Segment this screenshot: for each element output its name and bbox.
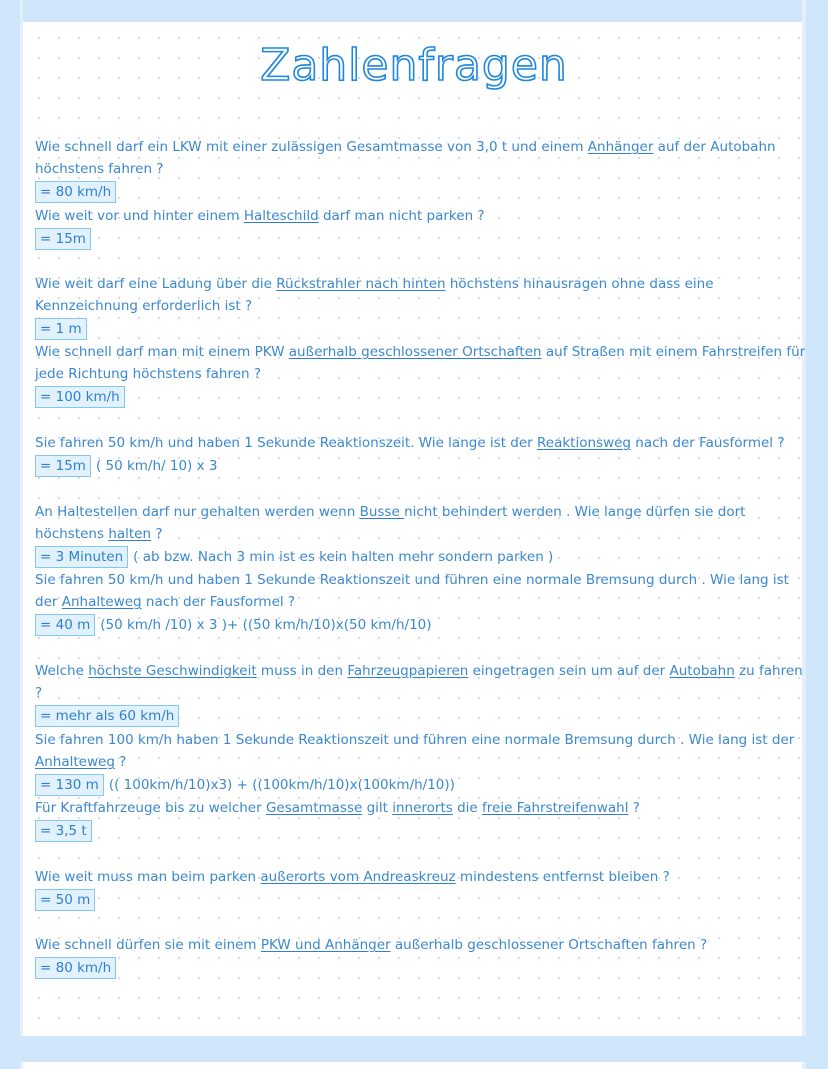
answer-box: = 130 m (35, 774, 104, 796)
question-segment: An Haltestellen darf nur gehalten werden wenn (35, 504, 360, 520)
answer-box: = 50 m (35, 889, 95, 911)
question-text (35, 934, 810, 956)
answer-box: = 3,5 t (35, 820, 92, 842)
underlined-keyword: Anhalteweg (61, 594, 142, 610)
answer-box: = 15m (35, 455, 91, 477)
question-text (35, 205, 810, 227)
frame-left (0, 0, 20, 1069)
question-segment: darf man nicht parken ? (318, 208, 485, 224)
question-segment: außerhalb geschlossener Ortschaften fahren ? (390, 937, 708, 953)
question-text (35, 797, 810, 819)
question-text (35, 729, 810, 773)
answer-explanation: (( 100km/h/10)x3) + ((100km/h/10)x(100km/h/10)) (108, 777, 455, 793)
underlined-keyword: Anhalteweg (35, 754, 115, 770)
question-segment: eingetragen sein um auf der (468, 663, 670, 679)
underlined-keyword: außerorts vom Andreaskreuz (260, 869, 456, 885)
underlined-keyword: höchste Geschwindigkeit (88, 663, 257, 679)
question-segment: nach der Fausformel ? (631, 435, 785, 451)
question-segment: ? (114, 754, 127, 770)
question-block (35, 432, 810, 477)
answer-row (35, 228, 810, 250)
answer-row (35, 181, 810, 203)
answer-box: = 80 km/h (35, 957, 116, 979)
question-segment: muss in den (256, 663, 348, 679)
answer-box: = 100 km/h (35, 386, 125, 408)
answer-row (35, 386, 810, 408)
question-text (35, 501, 810, 545)
question-segment: zu fahren ? (35, 663, 803, 701)
question-segment: nach der Fausformel ? (141, 594, 296, 610)
frame-top (0, 0, 828, 22)
answer-box: = 3 Minuten (35, 546, 128, 568)
underlined-keyword: Rückstrahler nach hinten (276, 276, 446, 292)
answer-box: = 80 km/h (35, 181, 116, 203)
question-block (35, 729, 810, 796)
page-title: Zahlenfragen (260, 40, 568, 91)
answer-explanation: ( 50 km/h/ 10) x 3 (95, 458, 218, 474)
underlined-keyword: Halteschild (243, 208, 319, 224)
question-segment: gilt (362, 800, 393, 816)
question-block (35, 797, 810, 842)
question-block (35, 273, 810, 340)
answer-box: = 15m (35, 228, 91, 250)
underlined-keyword: freie Fahrstreifenwahl (482, 800, 629, 816)
question-block (35, 934, 810, 979)
question-text (35, 660, 810, 704)
underlined-keyword: Gesamtmasse (265, 800, 363, 816)
question-segment: höchstens hinausragen ohne dass eine Kennzeichnung erforderlich ist ? (35, 276, 714, 314)
question-block (35, 866, 810, 911)
question-segment: Wie weit vor und hinter einem (35, 208, 244, 224)
underlined-keyword: innerorts (392, 800, 453, 816)
question-segment: Sie fahren 100 km/h haben 1 Sekunde Reaktionszeit und führen eine normale Bremsung durch . Wie lang ist der (35, 732, 795, 748)
question-text (35, 273, 810, 317)
answer-row (35, 774, 810, 796)
question-segment: auf Straßen mit einem Fahrstreifen für jede Richtung höchstens fahren ? (35, 344, 806, 382)
question-block (35, 660, 810, 727)
question-text (35, 569, 810, 613)
answer-row (35, 546, 810, 568)
underlined-keyword: PKW und Anhänger (260, 937, 391, 953)
answer-explanation: ( ab bzw. Nach 3 min ist es kein halten mehr sondern parken ) (133, 549, 554, 565)
question-block (35, 341, 810, 408)
question-segment: nicht behindert werden . Wie lange dürfen sie dort höchstens (35, 504, 746, 542)
answer-row (35, 705, 810, 727)
question-text (35, 432, 810, 454)
question-block (35, 569, 810, 636)
underlined-keyword: Autobahn (669, 663, 735, 679)
question-segment: Für Kraftfahrzeuge bis zu welcher (35, 800, 266, 816)
underlined-keyword: halten (108, 526, 152, 542)
underlined-keyword: Busse (359, 504, 405, 520)
answer-row (35, 820, 810, 842)
question-text (35, 866, 810, 888)
question-text (35, 136, 810, 180)
question-segment: die (452, 800, 483, 816)
answer-row (35, 957, 810, 979)
question-block (35, 501, 810, 568)
underlined-keyword: Reaktionsweg (537, 435, 631, 451)
question-block (35, 205, 810, 250)
answer-explanation: (50 km/h /10) x 3 )+ ((50 km/h/10)x(50 km/h/10) (100, 617, 432, 633)
answer-box: = 1 m (35, 318, 87, 340)
answer-box: = mehr als 60 km/h (35, 705, 179, 727)
answer-row (35, 455, 810, 477)
question-segment: Wie schnell darf man mit einem PKW (35, 344, 289, 360)
question-block (35, 136, 810, 203)
frame-bottom (0, 1036, 828, 1062)
answer-box: = 40 m (35, 614, 95, 636)
question-segment: Wie schnell dürfen sie mit einem (35, 937, 261, 953)
question-segment: auf der Autobahn höchstens fahren ? (35, 139, 776, 177)
question-segment: Welche (35, 663, 89, 679)
underlined-keyword: Fahrzeugpapieren (347, 663, 469, 679)
answer-row (35, 614, 810, 636)
question-segment: Wie schnell darf ein LKW mit einer zulässigen Gesamtmasse von 3,0 t und einem (35, 139, 588, 155)
question-segment: Sie fahren 50 km/h und haben 1 Sekunde Reaktionszeit. Wie lange ist der (35, 435, 538, 451)
underlined-keyword: außerhalb geschlossener Ortschaften (288, 344, 542, 360)
question-segment: ? (628, 800, 640, 816)
question-segment: Sie fahren 50 km/h und haben 1 Sekunde Reaktionszeit und führen eine normale Bremsung durch . Wie lang ist der (35, 572, 789, 610)
question-segment: mindestens entfernst bleiben ? (455, 869, 670, 885)
answer-row (35, 889, 810, 911)
question-segment: Wie weit darf eine Ladung über die (35, 276, 277, 292)
question-segment: ? (151, 526, 163, 542)
question-text (35, 341, 810, 385)
underlined-keyword: Anhänger (587, 139, 654, 155)
question-segment: Wie weit muss man beim parken (35, 869, 261, 885)
answer-row (35, 318, 810, 340)
